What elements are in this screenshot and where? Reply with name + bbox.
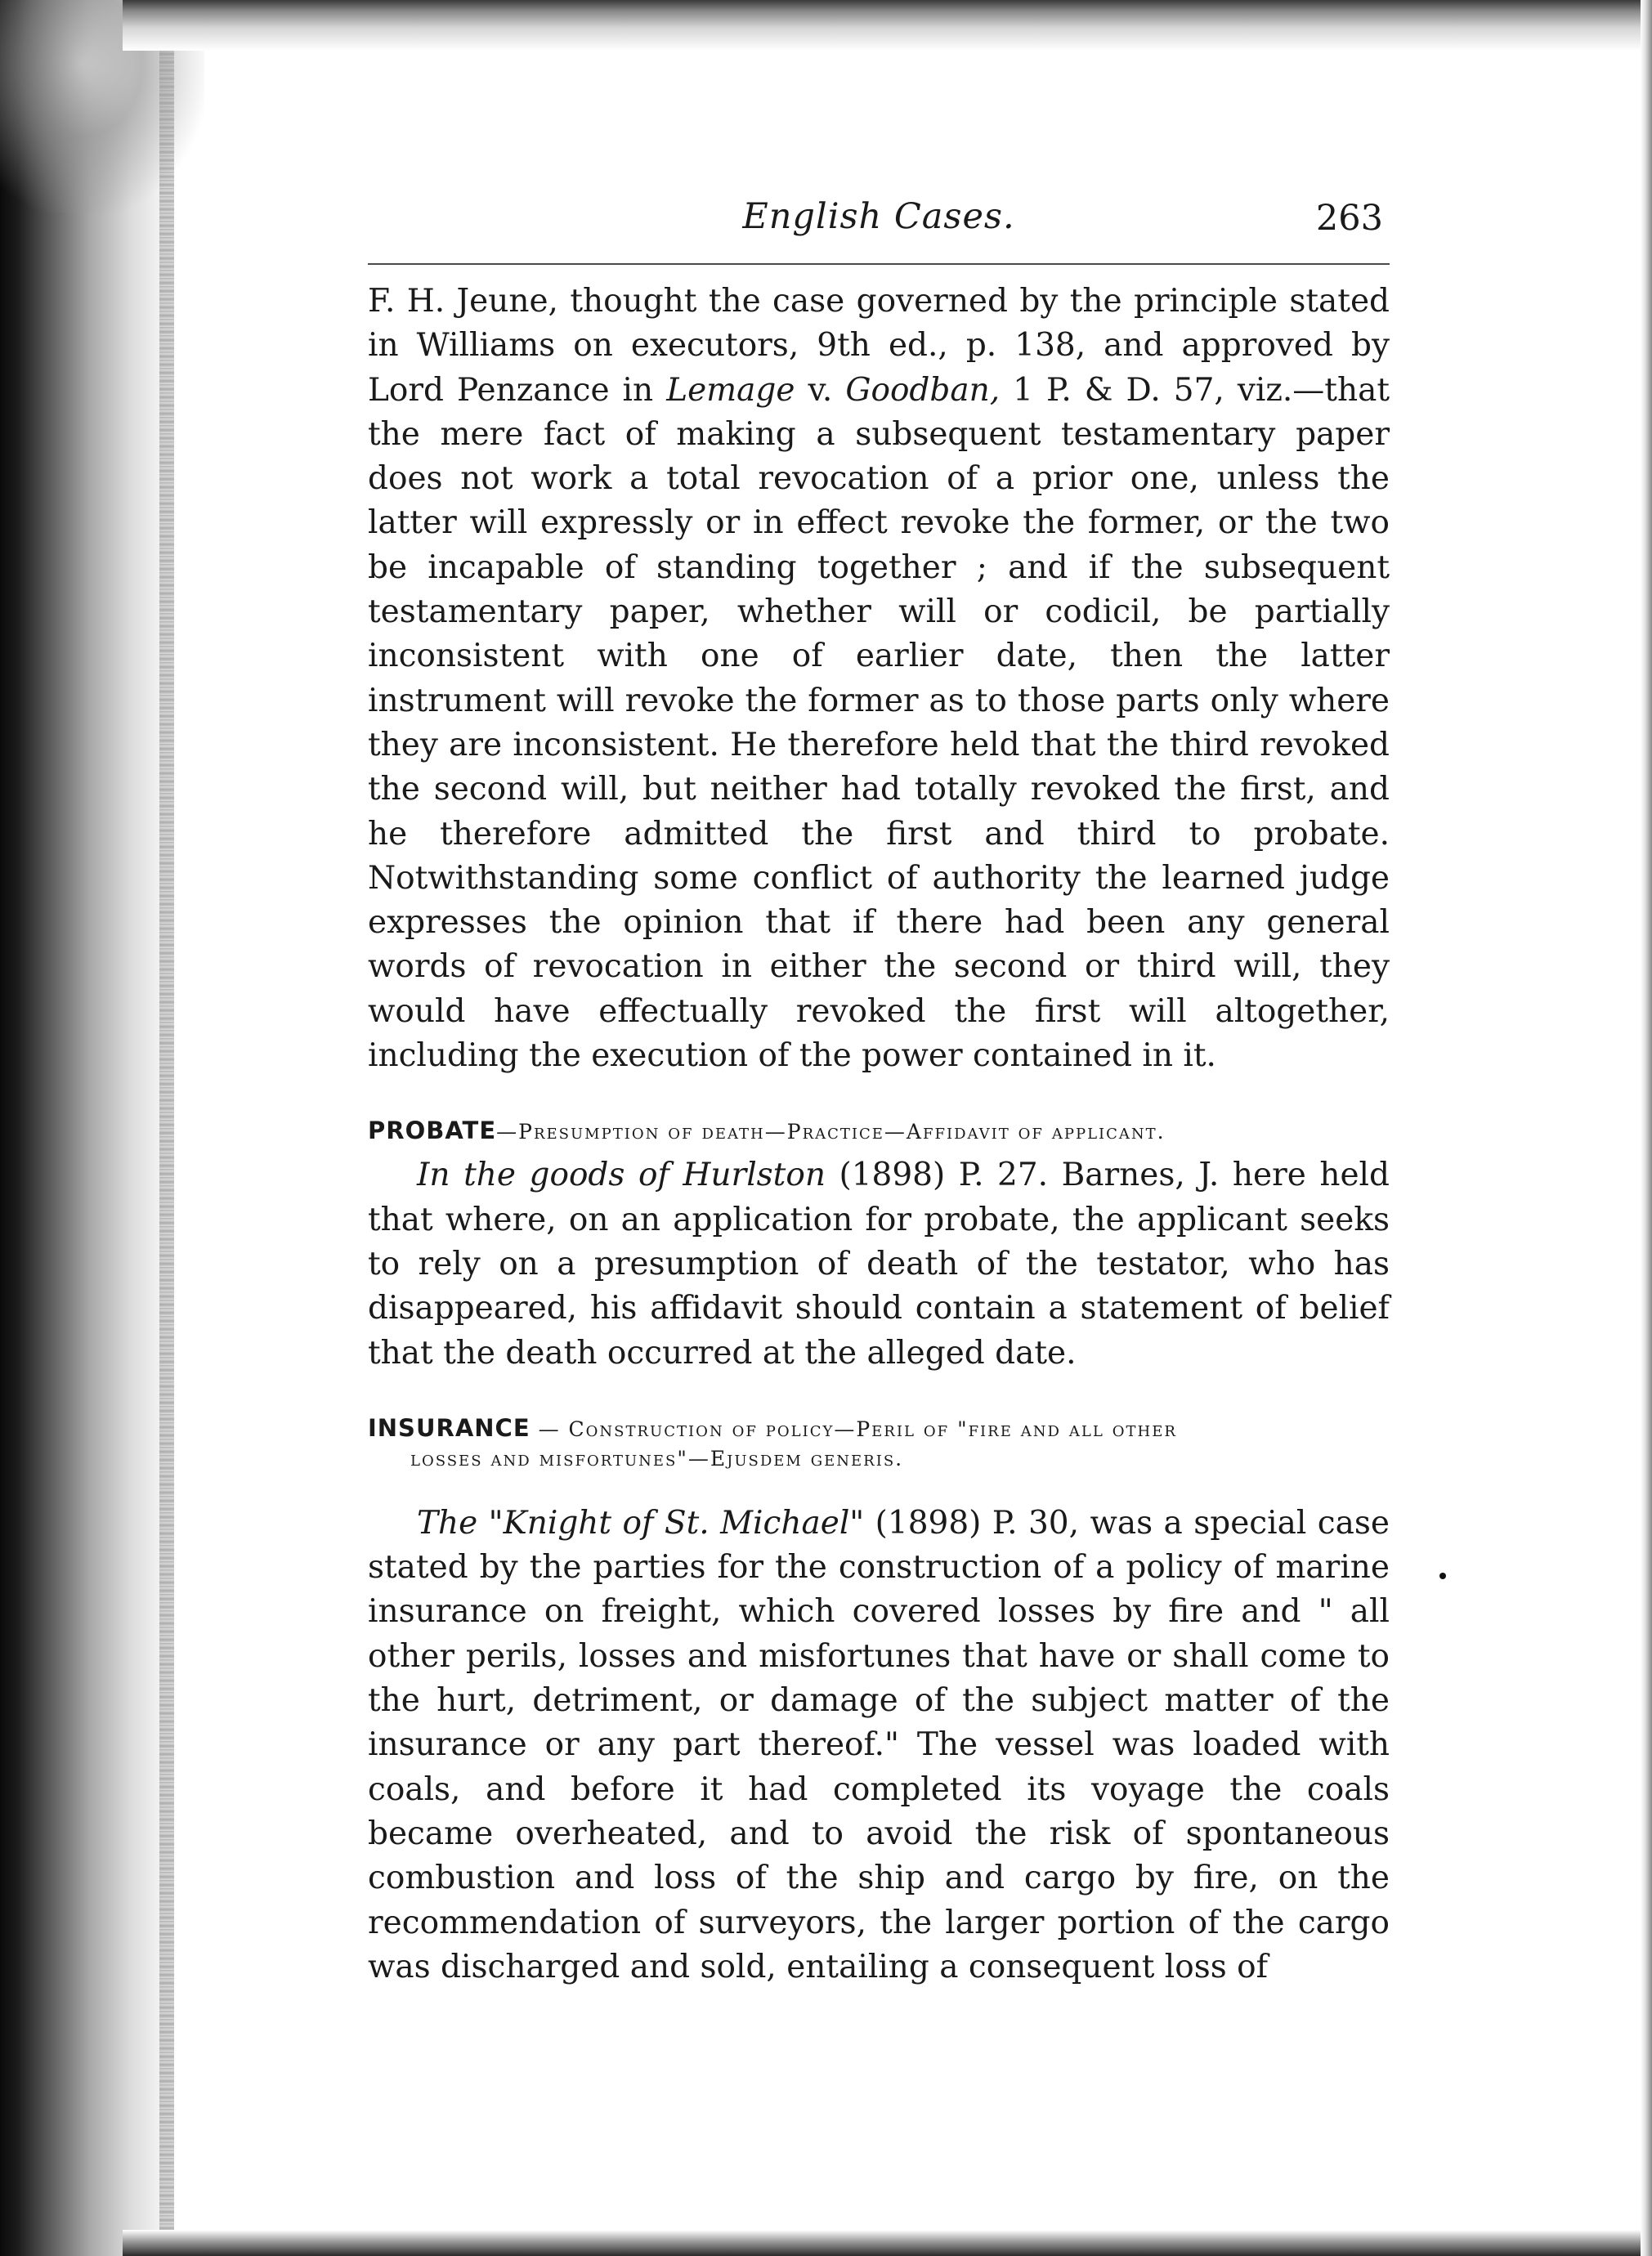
paragraph-text: v. <box>795 371 846 409</box>
paragraph-text: (1898) P. 27. Barnes, J. here held that where, on an application for probate, the applicant seeks to rely on a presumption of death of the testator, who has disappeared, his affidavit should contain a statement of belief that the death occurred at the alleged date. <box>368 1157 1390 1372</box>
paragraph-text: 1 P. & D. 57, viz.—that the mere fact of making a subsequent testamentary paper does not work a total revocation of a prior one, unless the latter will expressly or in effect revoke the former, or the two be incapable of standing together ; and if the subsequent testamentary paper, whether will or codicil, be partially inconsistent with one of earlier date, then the latter instrument will revoke the former as to those parts only where they are inconsistent. He therefore held that the third revoked the second will, but neither had totally revoked the first, and he therefore admitted the first and third to probate. Notwithstanding some conflict of authority the learned judge expresses the opinion that if there had been any general words of revocation in either the second or third will, they would have effectually revoked the first will altogether, including the execution of the power contained in it. <box>368 371 1390 1075</box>
book-page <box>368 196 1390 1990</box>
section-heading-probate <box>368 1116 1390 1147</box>
paragraph-knight-of-st-michael <box>368 1502 1390 1990</box>
running-head-title: English Cases. <box>742 196 1015 237</box>
case-name: In the goods of Hurlston <box>417 1157 826 1194</box>
case-name: The <box>417 1504 478 1542</box>
case-name: "Knight of St. Michael" <box>477 1504 865 1542</box>
margin-dot <box>1439 1573 1446 1579</box>
paragraph-hurlston <box>368 1153 1390 1375</box>
scan-top-edge <box>123 0 1652 51</box>
heading-subtitle: —Presumption of death—Practice—Affidavit of applicant. <box>496 1120 1166 1144</box>
scan-binding-shadow <box>0 0 176 2256</box>
paragraph-jeune <box>368 280 1390 1078</box>
heading-subtitle-continued: losses and misfortunes"—Ejusdem generis. <box>410 1446 904 1470</box>
spacer <box>368 1480 1390 1502</box>
page-number: 263 <box>1315 198 1383 239</box>
case-name: Goodban, <box>845 371 1001 409</box>
scan-binding-texture <box>159 33 174 2240</box>
scan-right-edge <box>1641 0 1652 2256</box>
section-heading-insurance <box>368 1413 1390 1474</box>
heading-keyword: INSURANCE <box>368 1413 531 1442</box>
scan-bottom-edge <box>123 2230 1652 2256</box>
case-name: Lemage <box>666 371 795 409</box>
paragraph-text: (1898) P. 30, was a special case stated by the parties for the construction of a policy of marine insurance on freight, which covered losses by fire and " all other perils, losses and misfortunes that have or shall come to the hurt, detriment, or damage of the subject matter of the insurance or any part thereof." The vessel was loaded with coals, and before it had completed its voyage the coals became overheated, and to avoid the risk of spontaneous combustion and loss of the ship and cargo by fire, on the recommendation of surveyors, the larger portion of the cargo was discharged and sold, entailing a consequent loss of <box>368 1504 1390 1985</box>
heading-subtitle: — Construction of policy—Peril of "fire and all other <box>530 1417 1177 1441</box>
paragraph-text: F. H. Jeune, thought the case governed by the principle stated in Williams on executors, 9th ed., p. 138, and approved by Lord Penzance in <box>368 283 1390 409</box>
header-rule <box>368 263 1390 265</box>
running-head <box>368 196 1390 253</box>
heading-keyword: PROBATE <box>368 1117 497 1145</box>
